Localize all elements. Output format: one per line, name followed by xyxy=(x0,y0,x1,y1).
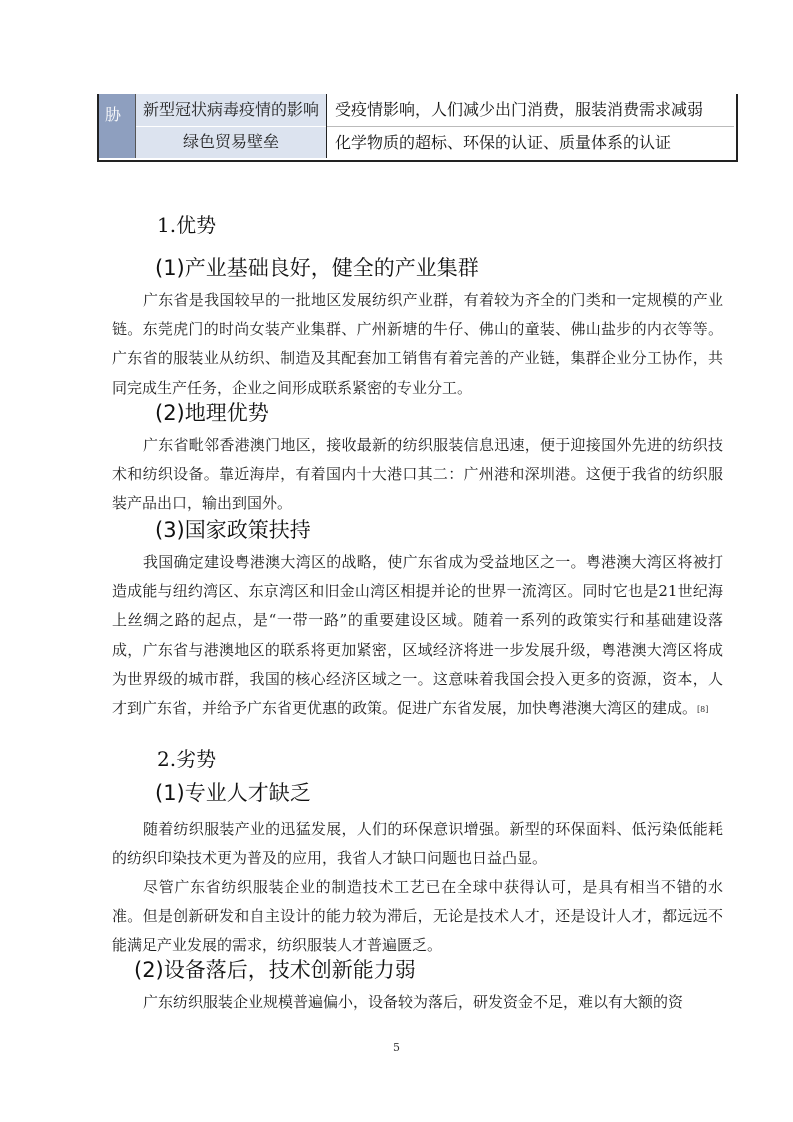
page-number: 5 xyxy=(393,1041,400,1054)
paragraph-policy-support xyxy=(112,548,723,724)
paragraph-talent-shortage-2: 尽管广东省纺织服装企业的制造技术工艺已在全球中获得认可，是具有相当不错的水准。但是创新研发和自主设计的能力较为滞后，无论是技术人才，还是设计人才，都远远不能满足产业发展的需求，纺织服装人才普遍匮乏。 xyxy=(112,878,723,955)
factor-column xyxy=(136,94,327,158)
paragraph-equipment-lag: 广东纺织服装企业规模普遍偏小，设备较为落后，研发资金不足，难以有大额的资 xyxy=(143,993,684,1011)
paragraph-talent-shortage-1: 随着纺织服装产业的迅猛发展，人们的环保意识增强。新型的环保面料、低污染低能耗的纺织印染技术更为普及的应用，我省人才缺口问题也日益凸显。 xyxy=(112,820,723,868)
subheading-policy-support: (3)国家政策扶持 xyxy=(155,518,311,542)
swot-table-fragment xyxy=(97,94,738,162)
paragraph-industry-base: 广东省是我国较早的一批地区发展纺织产业群，有着较为齐全的门类和一定规模的产业链。东莞虎门的时尚女装产业集群、广州新塘的牛仔、佛山的童装、佛山盐步的内衣等等。广东省的服装业从纺织、制造及其配套加工销售有着完善的产业链，集群企业分工协作，共同完成生产任务，企业之间形成联系紧密的专业分工。 xyxy=(112,291,723,397)
citation-marker: [8] xyxy=(697,705,709,715)
table-row-description: 受疫情影响，人们减少出门消费，服装消费需求减弱 xyxy=(335,100,704,119)
subheading-equipment-lag: (2)设备落后，技术创新能力弱 xyxy=(134,958,416,982)
section-heading-weaknesses: 2.劣势 xyxy=(157,747,217,771)
threat-category-cell xyxy=(99,94,136,158)
paragraph-geographic-advantage: 广东省毗邻香港澳门地区，接收最新的纺织服装信息迅速，便于迎接国外先进的纺织技术和纺织设备。靠近海岸，有着国内十大港口其二：广州港和深圳港。这便于我省的纺织服装产品出口，输出到国外。 xyxy=(112,436,723,513)
threat-category-label: 胁 xyxy=(105,105,122,124)
section-heading-strengths: 1.优势 xyxy=(157,213,217,237)
subheading-industry-base: (1)产业基础良好，健全的产业集群 xyxy=(155,256,479,280)
table-row-description: 化学物质的超标、环保的认证、质量体系的认证 xyxy=(327,126,734,159)
paragraph-policy-support-text: 我国确定建设粤港澳大湾区的战略，使广东省成为受益地区之一。粤港澳大湾区将被打造成能与纽约湾区、东京湾区和旧金山湾区相提并论的世界一流湾区。同时它也是21世纪海上丝绸之路的起点，是“一带一路”的重要建设区域。随着一系列的政策实行和基础建设落成，广东省与港澳地区的联系将更加紧密，区域经济将进一步发展升级，粤港澳大湾区将成为世界级的城市群，我国的核心经济区域之一。这意味着我国会投入更多的资源，资本，人才到广东省，并给予广东省更优惠的政策。促进广东省发展，加快粤港澳大湾区的建成。 xyxy=(112,553,723,718)
subheading-talent-shortage: (1)专业人才缺乏 xyxy=(155,781,311,805)
table-row-factor: 绿色贸易壁垒 xyxy=(182,132,279,151)
table-row-factor: 新型冠状病毒疫情的影响 xyxy=(136,94,326,127)
subheading-geographic-advantage: (2)地理优势 xyxy=(155,401,269,425)
